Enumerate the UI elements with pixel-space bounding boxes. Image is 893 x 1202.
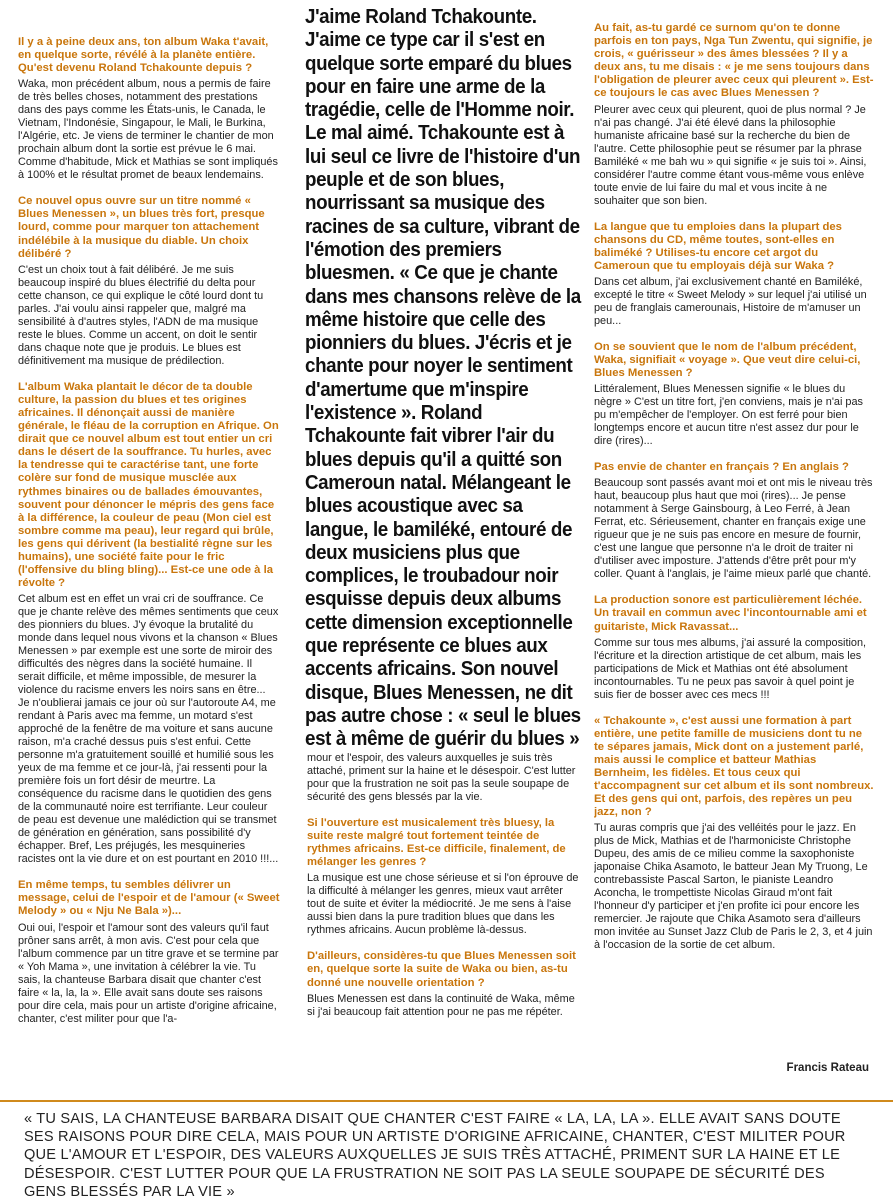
question-4: En même temps, tu sembles délivrer un message, celui de l'espoir et de l'amour (« Sweet Melody » ou « Nju Ne Bala »)... xyxy=(18,879,280,918)
question-9: On se souvient que le nom de l'album précédent, Waka, signifiait « voyage ». Que veut dire celui-ci, Blues Menessen ? xyxy=(594,340,861,380)
answer-2: C'est un choix tout à fait délibéré. Je me suis beaucoup inspiré du blues électrifié du delta pour cette chanson, ce qui explique le côté lourd dont tu parles. J'ai voulu ainsi rappeler que, malgré ma sensibilité à d'autres styles, l'ADN de ma musique reste le blues. Comme un accent, on doit le sentir dans chaque note que je produis. Le blues est définitivement ma musique de prédilection. xyxy=(18,263,264,367)
answer-4-continued: mour et l'espoir, des valeurs auxquelles je suis très attaché, priment sur la haine et le désespoir. C'est lutter pour que la frustration ne soit pas la seule soupape de sécurité des gens blessés par la vie. xyxy=(307,752,576,803)
answer-7: Pleurer avec ceux qui pleurent, quoi de plus normal ? Je n'ai pas changé. J'ai été élevé dans la philosophie humaniste africaine basé sur la recherche du bien de l'autre. Cette philosophie peut se résumer par la phrase Bamiléké « me bah wu » qui signifie « je suis toi ». Ainsi, considérer l'autre comme étant vous-même vous enlève toute envie de lui faire du mal et vous incite à ne souhaiter que son bien. xyxy=(594,103,867,207)
question-10: Pas envie de chanter en français ? En anglais ? xyxy=(594,461,849,474)
question-11: La production sonore est particulièrement léchée. Un travail en commun avec l'incontournable ami et guitariste, Mick Ravassat... xyxy=(594,594,867,633)
answer-3: Cet album est en effet un vrai cri de souffrance. Ce que je chante relève des mêmes sentiments que ceux des pionniers du blues. J'y évoque la brutalité du monde dans lequel nous vivons et la chanson « Blues Menessen » par exemple est une sorte de miroir des difficultés des nègres dans la société humaine. Il serait difficile, et même impossible, de mesurer la violence du racisme envers les noirs sans en être... Je n'oublierai jamais ce jour où sur l'autoroute A4, me rendant à Paris avec ma femme, un motard s'est approché de la fenêtre de ma voiture et sans aucune raison, m'a craché dessus puis s'est enfui. Cette personne m'a gratuitement souillé et humilié sous les yeux de ma femme et ce jour-là, j'ai ressenti pour la première fois un fort désir de meurtre. La conséquence du racisme dans le quotidien des gens de la communauté noire est terrifiante. Leur couleur de peau est devenue une malédiction qui se transmet de génération en génération, sans possibilité d'y échapper. Bref, Les préjugés, les mesquineries racistes ont la vie dure et on est pourtant en 2010 !!!... xyxy=(18,593,279,866)
question-12: « Tchakounte », c'est aussi une formation à part entière, une petite famille de musiciens dont tu ne te sépares jamais, Mick dont on a justement parlé, mais aussi le complice et batteur Mathias Bernheim, les fidèles. Et tous ceux qui t'accompagnent sur cet album et ils sont nombreux. Et des gens qui ont, parfois, des repères un peu jazz, non ? xyxy=(594,714,874,819)
author-signature: Francis Rateau xyxy=(786,1062,869,1074)
answer-9: Littéralement, Blues Menessen signifie « le blues du nègre » C'est un titre fort, j'en conviens, mais je n'ai pas pu m'empêcher de l'employer. On est ferré pour bien longtemps encore et aucun titre n'est assez dur pour le dire (rires)... xyxy=(594,383,863,448)
question-2: Ce nouvel opus ouvre sur un titre nommé « Blues Menessen », un blues très fort, presque lourd, comme pour marquer ton attachement indélébile à la musique du diable. Un choix délibéré ? xyxy=(18,195,265,260)
answer-8: Dans cet album, j'ai exclusivement chanté en Bamiléké, excepté le titre « Sweet Melody » sur lequel j'ai utilisé un peu de franglais camerounais, Histoire de m'amuser un peu... xyxy=(594,275,867,327)
interview-column-left xyxy=(18,36,280,1091)
question-1: Il y a à peine deux ans, ton album Waka t'avait, en quelque sorte, révélé à la planète entière. Qu'est devenu Roland Tchakounte depuis ? xyxy=(18,36,269,75)
answer-4: Oui oui, l'espoir et l'amour sont des valeurs qu'il faut prôner sans arrêt, à mon avis. C'est pour cela que l'album commence par un titre grave et se termine par « Yoh Mama », une invitation à célébrer la vie. Tu sais, la chanteuse Barbara disait que chanter c'est faire « la, la, la ». Elle avait sans doute ses raisons pour dire cela, mais pour un artiste d'origine africaine, chanter, c'est militer pour que l'a- xyxy=(18,921,279,1025)
answer-6: Blues Menessen est dans la continuité de Waka, même si j'ai beaucoup fait attention pour ne pas me répéter. xyxy=(307,992,575,1018)
footer-quote: « TU SAIS, LA CHANTEUSE BARBARA DISAIT QUE CHANTER C'EST FAIRE « LA, LA, LA ». ELLE AVAIT SANS DOUTE SES RAISONS POUR DIRE CELA, MAIS POUR UN ARTISTE D'ORIGINE AFRICAINE, CHANTER, C'EST MILITER POUR QUE L'AMOUR ET L'ESPOIR, DES VALEURS AUXQUELLES JE SUIS TRÈS ATTACHÉ, PRIMENT SUR LA HAINE ET LE DÉSESPOIR. C'EST LUTTER POUR QUE LA FRUSTRATION NE SOIT PAS LA SEULE SOUPAPE DE SÉCURITÉ DES GENS BLESSÉS PAR LA VIE » xyxy=(24,1111,846,1200)
intro-pullquote: J'aime Roland Tchakounte. J'aime ce type car il s'est en quelque sorte emparé du blues pour en faire une arme de la tragédie, celle de l'Homme noir. Le mal aimé. Tchakounte est à lui seul ce livre de l'histoire d'un peuple et de son blues, nourrissant sa musique des racines de sa culture, vibrant de l'émotion des premiers bluesmen. « Ce que je chante dans mes chansons relève de la même histoire que celle des pionniers du blues. J'écris et je chante pour noyer le sentiment d'amertume que m'inspire l'existence ». Roland Tchakounte fait vibrer l'air du blues depuis qu'il a quitté son Cameroun natal. Mélangeant le blues acoustique avec sa langue, le bamiléké, entouré de deux musiciens plus que complices, le troubadour noir esquisse depuis deux albums cette dimension exceptionnelle que représente ce blues aux accents africains. Son nouvel disque, Blues Menessen, ne dit pas autre chose : « seul le blues est à même de guérir du blues » xyxy=(305,6,581,751)
answer-12: Tu auras compris que j'ai des velléités pour le jazz. En plus de Mick, Mathias et de l'harmoniciste Christophe Dupeu, des amis de ce milieu comme la saxophoniste japonaise Chika Asamoto, le batteur Jean My Truong, Le contrebassiste Pascal Sarton, le pianiste Leandro Aconcha, le trompettiste Nicolas Giraud m'ont fait l'honneur d'y participer et j'en profite ici pour encore les remercier. Je rajoute que Chika Asamoto sera d'ailleurs mon invitée au Sunset Jazz Club de Paris le 2, 3, et 4 juin à l'occasion de la sortie de cet album. xyxy=(594,822,873,952)
question-5: Si l'ouverture est musicalement très bluesy, la suite reste malgré tout fortement teintée de rythmes africains. Est-ce difficile, finalement, de mélanger les genres ? xyxy=(307,817,566,869)
answer-1: Waka, mon précédent album, nous a permis de faire de très belles choses, notamment des prestations dans des pays comme les États-unis, le Canada, le Vietnam, l'Indonésie, Singapour, le Mali, le Burkina, l'Algérie, etc. Je viens de terminer le chantier de mon prochain album dont la sortie est prévue le 6 mai. Comme d'habitude, Mick et Mathias se sont impliqués à 100% et le résultat promet de beaux lendemains. xyxy=(18,78,278,182)
question-7: Au fait, as-tu gardé ce surnom qu'on te donne parfois en ton pays, Nga Tun Zwentu, qui signifie, je crois, « guérisseur » des âmes blessées ? Il y a deux ans, tu me disais : « je me sens toujours dans l'obligation de pleurer avec ceux qui pleurent ». Est-ce toujours le cas avec Blues Menessen ? xyxy=(594,22,874,100)
question-6: D'ailleurs, considères-tu que Blues Menessen soit en, quelque sorte la suite de Waka ou bien, as-tu donné une nouvelle orientation ? xyxy=(307,950,576,989)
interview-column-right xyxy=(594,22,874,1087)
interview-column-middle xyxy=(307,752,580,1087)
question-3: L'album Waka plantait le décor de ta double culture, la passion du blues et tes origines africaines. Il dénonçait aussi de manière générale, le fléau de la corruption en Afrique. On dirait que ce nouvel album est tout entier un cri dans le désert de la souffrance. Tu hurles, avec la tendresse qui te caractérise tant, une forte colère sur fond de musique musclée aux rythmes binaires ou de ballades émouvantes, souvent pour dénoncer le mépris des gens face à la différence, la couleur de peau (Mon ciel est sombre comme ma peau), leur regard qui brûle, les gens qui dérivent (la bestialité règne sur les humains), une société faite pour le fric (l'offensive du bling bling)... Est-ce une ode à la révolte ? xyxy=(18,380,279,590)
question-8: La langue que tu emploies dans la plupart des chansons du CD, même toutes, sont-elles en baliméké ? Utilises-tu encore cet argot du Cameroun que tu employais déjà sur Waka ? xyxy=(594,220,842,272)
answer-10: Beaucoup sont passés avant moi et ont mis le niveau très haut, beaucoup plus haut que moi (rires)... Je pense notamment à Serge Gainsbourg, à Leo Ferré, à Jean Ferrat, etc. Sérieusement, chanter en français exige une rigueur que je ne suis pas encore en mesure de fournir, c'est une langue que personne n'a le droit de traiter ni d'utiliser avec imposture. J'attends d'être prêt pour m'y coller. Quant à l'anglais, je l'aime mieux parlé que chanté. xyxy=(594,477,873,581)
answer-11: Comme sur tous mes albums, j'ai assuré la composition, l'écriture et la direction artistique de cet album, mais les participations de Mick et Mathias ont été absolument incontournables. Tu ne peux pas savoir à quel point je suis fier de bosser avec ces mecs !!! xyxy=(594,636,867,701)
answer-5: La musique est une chose sérieuse et si l'on éprouve de la difficulté à mélanger les genres, mieux vaut arrêter tout de suite et éviter la médiocrité. Je me sens à l'aise aussi bien dans la pure tradition blues que dans les rythmes africains. Aucun problème là-dessus. xyxy=(307,872,579,937)
footer-quote-band xyxy=(0,1100,893,1202)
